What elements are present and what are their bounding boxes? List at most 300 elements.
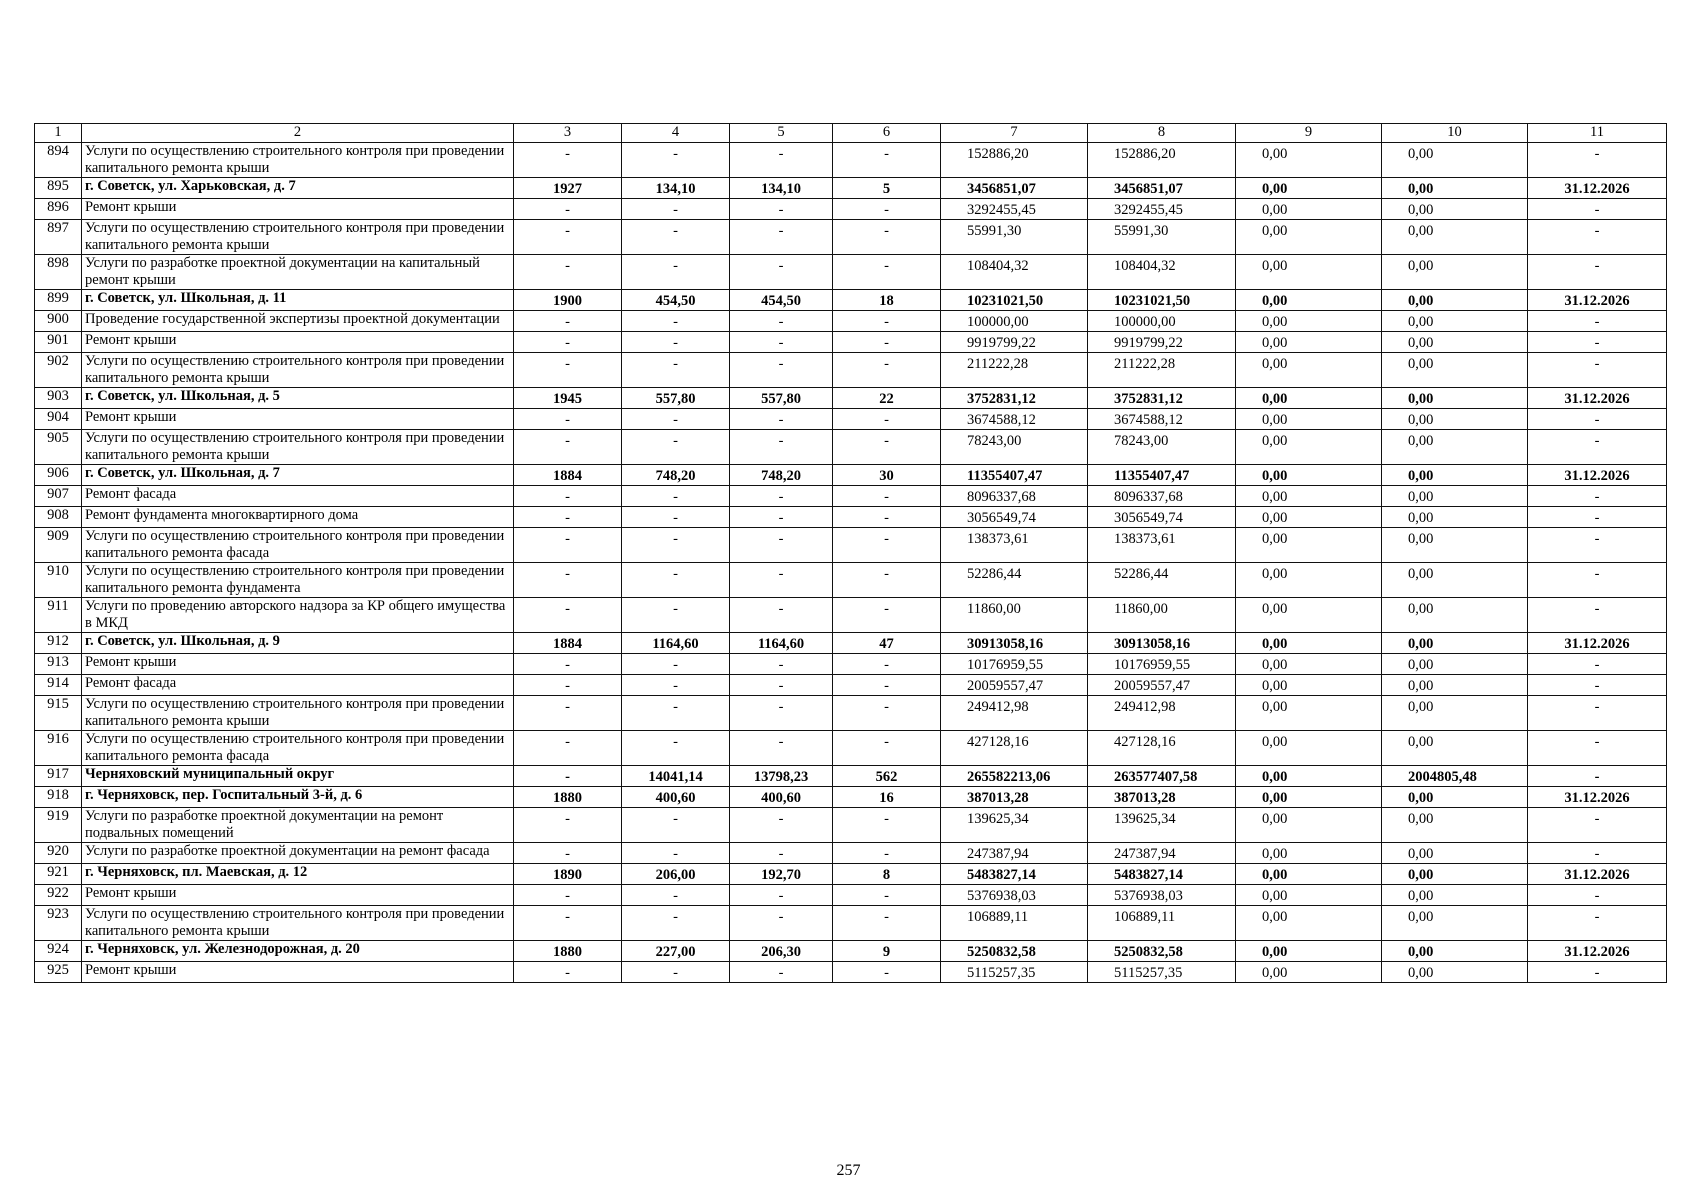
item-name-cell: Услуги по разработке проектной документации на ремонт фасада — [82, 843, 514, 864]
table-body — [35, 143, 1667, 983]
budget-cost-cell: 0,00 — [1236, 311, 1382, 332]
item-name-cell: г. Черняховск, пер. Госпитальный 3-й, д. 6 — [82, 787, 514, 808]
residents-cell: 18 — [833, 290, 941, 311]
table-row-work — [35, 598, 1667, 633]
residents-cell: 8 — [833, 864, 941, 885]
year-cell: - — [514, 430, 622, 465]
table-row-work — [35, 220, 1667, 255]
total-cost-cell: 5483827,14 — [941, 864, 1088, 885]
total-cost-cell: 78243,00 — [941, 430, 1088, 465]
header-cell: 4 — [622, 124, 730, 143]
total-area-cell: - — [622, 486, 730, 507]
other-cost-cell: 0,00 — [1382, 143, 1528, 178]
year-cell: 1880 — [514, 787, 622, 808]
budget-cost-cell: 0,00 — [1236, 430, 1382, 465]
budget-cost-cell: 0,00 — [1236, 290, 1382, 311]
budget-cost-cell: 0,00 — [1236, 843, 1382, 864]
other-cost-cell: 0,00 — [1382, 507, 1528, 528]
fund-cost-cell: 20059557,47 — [1088, 675, 1236, 696]
fund-cost-cell: 3056549,74 — [1088, 507, 1236, 528]
item-name-cell: г. Советск, ул. Школьная, д. 7 — [82, 465, 514, 486]
living-area-cell: - — [730, 143, 833, 178]
year-cell: - — [514, 843, 622, 864]
other-cost-cell: 0,00 — [1382, 906, 1528, 941]
budget-cost-cell: 0,00 — [1236, 731, 1382, 766]
other-cost-cell: 0,00 — [1382, 941, 1528, 962]
other-cost-cell: 0,00 — [1382, 731, 1528, 766]
deadline-cell: - — [1528, 409, 1667, 430]
other-cost-cell: 0,00 — [1382, 220, 1528, 255]
budget-cost-cell: 0,00 — [1236, 353, 1382, 388]
total-area-cell: - — [622, 675, 730, 696]
table-row-work — [35, 696, 1667, 731]
table-row-work — [35, 843, 1667, 864]
fund-cost-cell: 211222,28 — [1088, 353, 1236, 388]
total-area-cell: - — [622, 563, 730, 598]
total-area-cell: - — [622, 731, 730, 766]
row-number-cell: 920 — [35, 843, 82, 864]
deadline-cell: 31.12.2026 — [1528, 178, 1667, 199]
living-area-cell: - — [730, 598, 833, 633]
deadline-cell: - — [1528, 430, 1667, 465]
other-cost-cell: 0,00 — [1382, 290, 1528, 311]
row-number-cell: 903 — [35, 388, 82, 409]
residents-cell: - — [833, 808, 941, 843]
item-name-cell: Услуги по осуществлению строительного контроля при проведении капитального ремонта крыши — [82, 353, 514, 388]
budget-cost-cell: 0,00 — [1236, 598, 1382, 633]
row-number-cell: 905 — [35, 430, 82, 465]
total-area-cell: - — [622, 528, 730, 563]
item-name-cell: Услуги по осуществлению строительного контроля при проведении капитального ремонта крыши — [82, 143, 514, 178]
row-number-cell: 913 — [35, 654, 82, 675]
budget-cost-cell: 0,00 — [1236, 528, 1382, 563]
row-number-cell: 915 — [35, 696, 82, 731]
total-area-cell: - — [622, 409, 730, 430]
budget-cost-cell: 0,00 — [1236, 143, 1382, 178]
deadline-cell: 31.12.2026 — [1528, 465, 1667, 486]
fund-cost-cell: 52286,44 — [1088, 563, 1236, 598]
living-area-cell: - — [730, 654, 833, 675]
budget-cost-cell: 0,00 — [1236, 220, 1382, 255]
total-cost-cell: 10231021,50 — [941, 290, 1088, 311]
residents-cell: - — [833, 486, 941, 507]
deadline-cell: - — [1528, 906, 1667, 941]
year-cell: - — [514, 808, 622, 843]
item-name-cell: Ремонт крыши — [82, 409, 514, 430]
fund-cost-cell: 106889,11 — [1088, 906, 1236, 941]
item-name-cell: Услуги по осуществлению строительного контроля при проведении капитального ремонта крыши — [82, 906, 514, 941]
row-number-cell: 918 — [35, 787, 82, 808]
row-number-cell: 914 — [35, 675, 82, 696]
table-row-address — [35, 766, 1667, 787]
row-number-cell: 921 — [35, 864, 82, 885]
year-cell: 1884 — [514, 633, 622, 654]
fund-cost-cell: 9919799,22 — [1088, 332, 1236, 353]
year-cell: - — [514, 766, 622, 787]
table-row-address — [35, 864, 1667, 885]
residents-cell: 9 — [833, 941, 941, 962]
fund-cost-cell: 8096337,68 — [1088, 486, 1236, 507]
fund-cost-cell: 11860,00 — [1088, 598, 1236, 633]
total-cost-cell: 11355407,47 — [941, 465, 1088, 486]
item-name-cell: г. Советск, ул. Школьная, д. 11 — [82, 290, 514, 311]
total-area-cell: - — [622, 962, 730, 983]
deadline-cell: - — [1528, 598, 1667, 633]
budget-cost-cell: 0,00 — [1236, 906, 1382, 941]
living-area-cell: 454,50 — [730, 290, 833, 311]
deadline-cell: - — [1528, 808, 1667, 843]
residents-cell: - — [833, 962, 941, 983]
total-area-cell: - — [622, 885, 730, 906]
fund-cost-cell: 3752831,12 — [1088, 388, 1236, 409]
deadline-cell: - — [1528, 220, 1667, 255]
budget-cost-cell: 0,00 — [1236, 962, 1382, 983]
living-area-cell: - — [730, 843, 833, 864]
item-name-cell: Ремонт фасада — [82, 486, 514, 507]
fund-cost-cell: 5376938,03 — [1088, 885, 1236, 906]
fund-cost-cell: 247387,94 — [1088, 843, 1236, 864]
deadline-cell: - — [1528, 766, 1667, 787]
item-name-cell: г. Советск, ул. Школьная, д. 5 — [82, 388, 514, 409]
year-cell: - — [514, 353, 622, 388]
header-cell: 6 — [833, 124, 941, 143]
row-number-cell: 908 — [35, 507, 82, 528]
table-row-work — [35, 731, 1667, 766]
fund-cost-cell: 5483827,14 — [1088, 864, 1236, 885]
other-cost-cell: 0,00 — [1382, 787, 1528, 808]
total-cost-cell: 106889,11 — [941, 906, 1088, 941]
total-cost-cell: 265582213,06 — [941, 766, 1088, 787]
budget-cost-cell: 0,00 — [1236, 199, 1382, 220]
living-area-cell: - — [730, 199, 833, 220]
year-cell: - — [514, 598, 622, 633]
total-cost-cell: 55991,30 — [941, 220, 1088, 255]
row-number-cell: 897 — [35, 220, 82, 255]
row-number-cell: 925 — [35, 962, 82, 983]
fund-cost-cell: 3292455,45 — [1088, 199, 1236, 220]
table-row-work — [35, 143, 1667, 178]
total-area-cell: 14041,14 — [622, 766, 730, 787]
total-area-cell: - — [622, 353, 730, 388]
budget-cost-cell: 0,00 — [1236, 486, 1382, 507]
residents-cell: 22 — [833, 388, 941, 409]
budget-cost-cell: 0,00 — [1236, 465, 1382, 486]
table-row-work — [35, 885, 1667, 906]
fund-cost-cell: 3456851,07 — [1088, 178, 1236, 199]
total-area-cell: - — [622, 430, 730, 465]
row-number-cell: 907 — [35, 486, 82, 507]
total-cost-cell: 3056549,74 — [941, 507, 1088, 528]
deadline-cell: 31.12.2026 — [1528, 290, 1667, 311]
other-cost-cell: 0,00 — [1382, 199, 1528, 220]
year-cell: - — [514, 220, 622, 255]
deadline-cell: - — [1528, 563, 1667, 598]
budget-cost-cell: 0,00 — [1236, 507, 1382, 528]
total-area-cell: - — [622, 598, 730, 633]
living-area-cell: - — [730, 528, 833, 563]
living-area-cell: - — [730, 962, 833, 983]
deadline-cell: - — [1528, 255, 1667, 290]
total-area-cell: 1164,60 — [622, 633, 730, 654]
item-name-cell: Ремонт крыши — [82, 199, 514, 220]
deadline-cell: - — [1528, 507, 1667, 528]
deadline-cell: - — [1528, 885, 1667, 906]
total-cost-cell: 11860,00 — [941, 598, 1088, 633]
item-name-cell: Услуги по осуществлению строительного контроля при проведении капитального ремонта крыши — [82, 430, 514, 465]
total-cost-cell: 152886,20 — [941, 143, 1088, 178]
row-number-cell: 898 — [35, 255, 82, 290]
deadline-cell: - — [1528, 332, 1667, 353]
residents-cell: - — [833, 675, 941, 696]
total-cost-cell: 100000,00 — [941, 311, 1088, 332]
residents-cell: - — [833, 143, 941, 178]
fund-cost-cell: 55991,30 — [1088, 220, 1236, 255]
item-name-cell: г. Черняховск, ул. Железнодорожная, д. 20 — [82, 941, 514, 962]
budget-cost-cell: 0,00 — [1236, 696, 1382, 731]
living-area-cell: - — [730, 430, 833, 465]
deadline-cell: - — [1528, 528, 1667, 563]
year-cell: - — [514, 311, 622, 332]
row-number-cell: 894 — [35, 143, 82, 178]
total-area-cell: - — [622, 311, 730, 332]
total-cost-cell: 5115257,35 — [941, 962, 1088, 983]
item-name-cell: Ремонт крыши — [82, 885, 514, 906]
fund-cost-cell: 263577407,58 — [1088, 766, 1236, 787]
item-name-cell: Проведение государственной экспертизы проектной документации — [82, 311, 514, 332]
total-area-cell: - — [622, 199, 730, 220]
fund-cost-cell: 249412,98 — [1088, 696, 1236, 731]
item-name-cell: Ремонт крыши — [82, 962, 514, 983]
total-cost-cell: 139625,34 — [941, 808, 1088, 843]
row-number-cell: 901 — [35, 332, 82, 353]
year-cell: 1884 — [514, 465, 622, 486]
total-area-cell: 227,00 — [622, 941, 730, 962]
budget-cost-cell: 0,00 — [1236, 941, 1382, 962]
residents-cell: - — [833, 731, 941, 766]
row-number-cell: 919 — [35, 808, 82, 843]
table-row-work — [35, 486, 1667, 507]
total-area-cell: 206,00 — [622, 864, 730, 885]
total-cost-cell: 3456851,07 — [941, 178, 1088, 199]
page-number: 257 — [836, 1162, 861, 1179]
residents-cell: - — [833, 255, 941, 290]
table-row-work — [35, 528, 1667, 563]
row-number-cell: 896 — [35, 199, 82, 220]
fund-cost-cell: 387013,28 — [1088, 787, 1236, 808]
year-cell: - — [514, 675, 622, 696]
year-cell: 1890 — [514, 864, 622, 885]
budget-cost-cell: 0,00 — [1236, 787, 1382, 808]
deadline-cell: 31.12.2026 — [1528, 941, 1667, 962]
residents-cell: - — [833, 430, 941, 465]
budget-cost-cell: 0,00 — [1236, 388, 1382, 409]
total-area-cell: 400,60 — [622, 787, 730, 808]
table-row-work — [35, 353, 1667, 388]
table-row-work — [35, 563, 1667, 598]
budget-cost-cell: 0,00 — [1236, 864, 1382, 885]
residents-cell: 30 — [833, 465, 941, 486]
other-cost-cell: 0,00 — [1382, 409, 1528, 430]
row-number-cell: 924 — [35, 941, 82, 962]
total-cost-cell: 9919799,22 — [941, 332, 1088, 353]
total-cost-cell: 211222,28 — [941, 353, 1088, 388]
row-number-cell: 899 — [35, 290, 82, 311]
living-area-cell: - — [730, 353, 833, 388]
deadline-cell: - — [1528, 143, 1667, 178]
item-name-cell: г. Советск, ул. Харьковская, д. 7 — [82, 178, 514, 199]
other-cost-cell: 0,00 — [1382, 388, 1528, 409]
total-cost-cell: 249412,98 — [941, 696, 1088, 731]
fund-cost-cell: 3674588,12 — [1088, 409, 1236, 430]
residents-cell: - — [833, 906, 941, 941]
living-area-cell: - — [730, 906, 833, 941]
total-area-cell: - — [622, 143, 730, 178]
total-cost-cell: 30913058,16 — [941, 633, 1088, 654]
row-number-cell: 902 — [35, 353, 82, 388]
row-number-cell: 911 — [35, 598, 82, 633]
year-cell: - — [514, 563, 622, 598]
fund-cost-cell: 30913058,16 — [1088, 633, 1236, 654]
row-number-cell: 922 — [35, 885, 82, 906]
total-cost-cell: 387013,28 — [941, 787, 1088, 808]
table-row-work — [35, 311, 1667, 332]
residents-cell: - — [833, 696, 941, 731]
item-name-cell: Услуги по осуществлению строительного контроля при проведении капитального ремонта крыши — [82, 696, 514, 731]
item-name-cell: Услуги по разработке проектной документации на капитальный ремонт крыши — [82, 255, 514, 290]
living-area-cell: 400,60 — [730, 787, 833, 808]
total-cost-cell: 247387,94 — [941, 843, 1088, 864]
total-area-cell: - — [622, 255, 730, 290]
total-area-cell: - — [622, 843, 730, 864]
table-row-work — [35, 906, 1667, 941]
budget-cost-cell: 0,00 — [1236, 766, 1382, 787]
budget-cost-cell: 0,00 — [1236, 675, 1382, 696]
total-cost-cell: 5376938,03 — [941, 885, 1088, 906]
item-name-cell: Ремонт фасада — [82, 675, 514, 696]
other-cost-cell: 0,00 — [1382, 178, 1528, 199]
budget-cost-cell: 0,00 — [1236, 409, 1382, 430]
row-number-cell: 900 — [35, 311, 82, 332]
deadline-cell: - — [1528, 675, 1667, 696]
living-area-cell: 557,80 — [730, 388, 833, 409]
living-area-cell: - — [730, 332, 833, 353]
living-area-cell: - — [730, 808, 833, 843]
row-number-cell: 904 — [35, 409, 82, 430]
year-cell: - — [514, 507, 622, 528]
residents-cell: - — [833, 528, 941, 563]
year-cell: 1880 — [514, 941, 622, 962]
budget-cost-cell: 0,00 — [1236, 255, 1382, 290]
table-row-address — [35, 388, 1667, 409]
table-row-work — [35, 962, 1667, 983]
residents-cell: - — [833, 654, 941, 675]
other-cost-cell: 0,00 — [1382, 430, 1528, 465]
year-cell: - — [514, 696, 622, 731]
fund-cost-cell: 427128,16 — [1088, 731, 1236, 766]
deadline-cell: - — [1528, 353, 1667, 388]
other-cost-cell: 0,00 — [1382, 598, 1528, 633]
residents-cell: 5 — [833, 178, 941, 199]
other-cost-cell: 0,00 — [1382, 255, 1528, 290]
deadline-cell: - — [1528, 486, 1667, 507]
item-name-cell: Ремонт фундамента многоквартирного дома — [82, 507, 514, 528]
year-cell: 1945 — [514, 388, 622, 409]
budget-cost-cell: 0,00 — [1236, 808, 1382, 843]
residents-cell: - — [833, 507, 941, 528]
residents-cell: - — [833, 409, 941, 430]
living-area-cell: - — [730, 255, 833, 290]
item-name-cell: Услуги по осуществлению строительного контроля при проведении капитального ремонта фасада — [82, 731, 514, 766]
year-cell: - — [514, 654, 622, 675]
item-name-cell: Услуги по проведению авторского надзора за КР общего имущества в МКД — [82, 598, 514, 633]
budget-cost-cell: 0,00 — [1236, 178, 1382, 199]
other-cost-cell: 0,00 — [1382, 864, 1528, 885]
year-cell: - — [514, 885, 622, 906]
item-name-cell: Черняховский муниципальный округ — [82, 766, 514, 787]
table-row-address — [35, 290, 1667, 311]
other-cost-cell: 0,00 — [1382, 311, 1528, 332]
living-area-cell: - — [730, 486, 833, 507]
header-cell: 7 — [941, 124, 1088, 143]
other-cost-cell: 0,00 — [1382, 885, 1528, 906]
total-cost-cell: 427128,16 — [941, 731, 1088, 766]
deadline-cell: - — [1528, 731, 1667, 766]
total-area-cell: - — [622, 654, 730, 675]
row-number-cell: 912 — [35, 633, 82, 654]
item-name-cell: г. Черняховск, пл. Маевская, д. 12 — [82, 864, 514, 885]
residents-cell: 16 — [833, 787, 941, 808]
living-area-cell: 1164,60 — [730, 633, 833, 654]
other-cost-cell: 2004805,48 — [1382, 766, 1528, 787]
deadline-cell: - — [1528, 311, 1667, 332]
residents-cell: - — [833, 598, 941, 633]
year-cell: - — [514, 143, 622, 178]
fund-cost-cell: 152886,20 — [1088, 143, 1236, 178]
row-number-cell: 909 — [35, 528, 82, 563]
living-area-cell: - — [730, 220, 833, 255]
item-name-cell: Услуги по осуществлению строительного контроля при проведении капитального ремонта крыши — [82, 220, 514, 255]
table-row-address — [35, 787, 1667, 808]
other-cost-cell: 0,00 — [1382, 843, 1528, 864]
fund-cost-cell: 108404,32 — [1088, 255, 1236, 290]
header-cell: 3 — [514, 124, 622, 143]
total-area-cell: - — [622, 696, 730, 731]
other-cost-cell: 0,00 — [1382, 465, 1528, 486]
table-row-work — [35, 332, 1667, 353]
fund-cost-cell: 5250832,58 — [1088, 941, 1236, 962]
item-name-cell: Услуги по осуществлению строительного контроля при проведении капитального ремонта фундамента — [82, 563, 514, 598]
residents-cell: - — [833, 332, 941, 353]
table-row-work — [35, 430, 1667, 465]
other-cost-cell: 0,00 — [1382, 675, 1528, 696]
residents-cell: 562 — [833, 766, 941, 787]
total-area-cell: 134,10 — [622, 178, 730, 199]
other-cost-cell: 0,00 — [1382, 808, 1528, 843]
total-area-cell: - — [622, 808, 730, 843]
residents-cell: - — [833, 843, 941, 864]
total-area-cell: 557,80 — [622, 388, 730, 409]
item-name-cell: Ремонт крыши — [82, 654, 514, 675]
total-cost-cell: 3752831,12 — [941, 388, 1088, 409]
deadline-cell: - — [1528, 654, 1667, 675]
row-number-cell: 910 — [35, 563, 82, 598]
fund-cost-cell: 11355407,47 — [1088, 465, 1236, 486]
residents-cell: - — [833, 199, 941, 220]
budget-cost-cell: 0,00 — [1236, 885, 1382, 906]
fund-cost-cell: 138373,61 — [1088, 528, 1236, 563]
year-cell: - — [514, 332, 622, 353]
deadline-cell: - — [1528, 696, 1667, 731]
